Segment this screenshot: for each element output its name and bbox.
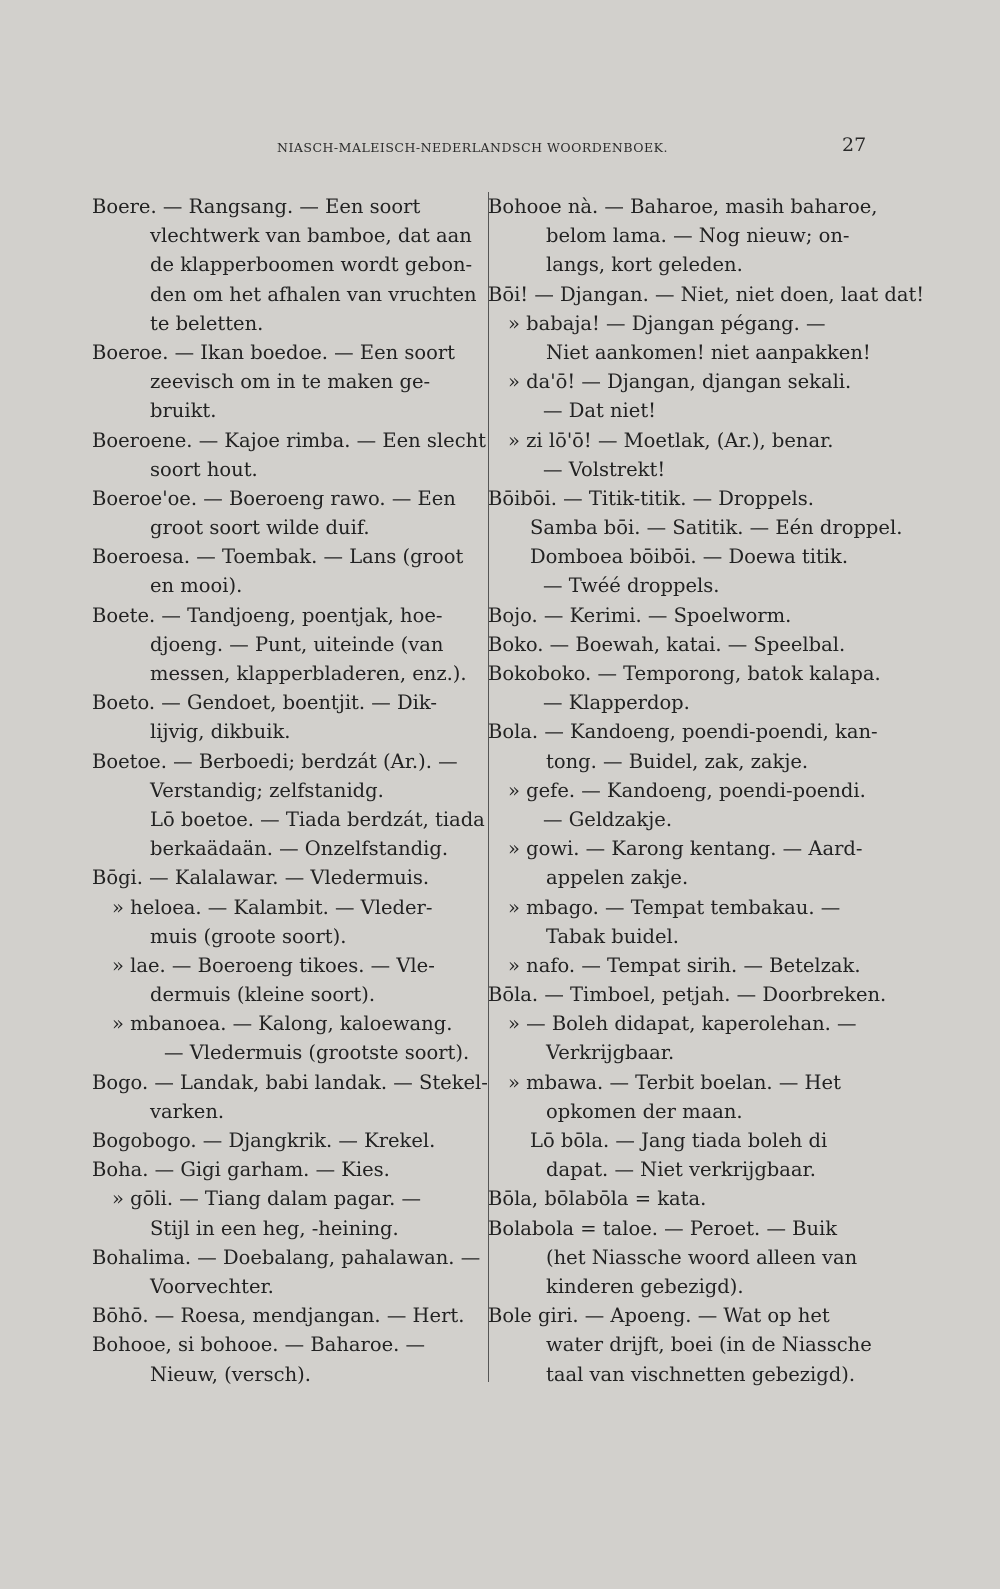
entry-line: bruikt. xyxy=(150,399,217,423)
entry-line: kinderen gebezigd). xyxy=(546,1274,744,1298)
entry-line: den om het afhalen van vruchten xyxy=(150,282,477,306)
entry-line: Domboea bōibōi. — Doewa titik. xyxy=(530,545,849,569)
entry-line: » lae. — Boeroeng tikoes. — Vle- xyxy=(112,953,435,977)
entry-line: » mbago. — Tempat tembakau. — xyxy=(508,895,841,919)
entry-line: Bōibōi. — Titik-titik. — Droppels. xyxy=(488,486,814,510)
entry-line: groot soort wilde duif. xyxy=(150,516,370,540)
entry-line: Lō boetoe. — Tiada berdzát, tiada xyxy=(150,807,485,831)
entry-line: Tabak buidel. xyxy=(546,924,679,948)
entry-line: Stijl in een heg, -heining. xyxy=(150,1216,399,1240)
entry-line: Samba bōi. — Satitik. — Eén droppel. xyxy=(530,516,903,540)
entry-line: Boeroesa. — Toembak. — Lans (groot xyxy=(92,545,464,569)
entry-line: dapat. — Niet verkrijgbaar. xyxy=(546,1158,816,1182)
entry-line: opkomen der maan. xyxy=(546,1099,743,1123)
entry-line: en mooi). xyxy=(150,574,243,598)
entry-line: Bohalima. — Doebalang, pahalawan. — xyxy=(92,1245,481,1269)
entry-line: — Geldzakje. xyxy=(543,807,673,831)
entry-line: » mbanoea. — Kalong, kaloewang. xyxy=(112,1012,453,1036)
entry-line: — Volstrekt! xyxy=(543,457,666,481)
entry-line: langs, kort geleden. xyxy=(546,253,743,277)
entry-line: taal van vischnetten gebezigd). xyxy=(546,1362,856,1386)
entry-line: — Klapperdop. xyxy=(543,691,690,715)
entry-line: Bogo. — Landak, babi landak. — Stekel- xyxy=(92,1070,488,1094)
entry-line: » gōli. — Tiang dalam pagar. — xyxy=(112,1187,421,1211)
entry-line: (het Niassche woord alleen van xyxy=(546,1245,858,1269)
entry-line: Boha. — Gigi garham. — Kies. xyxy=(92,1158,390,1182)
entry-line: Boere. — Rangsang. — Een soort xyxy=(92,195,421,218)
entry-line: belom lama. — Nog nieuw; on- xyxy=(546,224,850,248)
entry-line: Boeroe. — Ikan boedoe. — Een soort xyxy=(92,340,456,364)
entry-line: Bojo. — Kerimi. — Spoelworm. xyxy=(488,603,792,627)
entry-line: » da'ō! — Djangan, djangan sekali. xyxy=(508,370,852,394)
entry-line: Boeroene. — Kajoe rimba. — Een slecht xyxy=(92,428,487,452)
entry-line: Boeto. — Gendoet, boentjit. — Dik- xyxy=(92,691,437,715)
entry-line: vlechtwerk van bamboe, dat aan xyxy=(150,224,472,248)
entry-line: Boete. — Tandjoeng, poentjak, hoe- xyxy=(92,603,443,627)
entry-line: Bōla. — Timboel, petjah. — Doorbreken. xyxy=(488,983,887,1007)
entry-line: Bohooe, si bohooe. — Baharoe. — xyxy=(92,1333,426,1357)
entry-line: » gowi. — Karong kentang. — Aard- xyxy=(508,837,863,861)
running-title: NIASCH-MALEISCH-NEDERLANDSCH WOORDENBOEK. xyxy=(277,140,668,155)
entry-line: — Vledermuis (grootste soort). xyxy=(164,1041,470,1065)
entry-line: Bogobogo. — Djangkrik. — Krekel. xyxy=(92,1129,436,1152)
entry-line: Verstandig; zelfstanidg. xyxy=(150,778,384,802)
entry-line: » zi lō'ō! — Moetlak, (Ar.), benar. xyxy=(508,428,834,452)
entry-line: lijvig, dikbuik. xyxy=(150,720,291,744)
entry-line: dermuis (kleine soort). xyxy=(150,983,376,1007)
entry-line: Bōgi. — Kalalawar. — Vledermuis. xyxy=(92,866,430,890)
entry-line: — Dat niet! xyxy=(543,399,657,423)
page-header xyxy=(0,134,1000,164)
entry-line: Bohooe nà. — Baharoe, masih baharoe, xyxy=(488,195,878,218)
entry-line: messen, klapperbladeren, enz.). xyxy=(150,662,467,685)
entry-line: djoeng. — Punt, uiteinde (van xyxy=(150,632,444,656)
entry-line: appelen zakje. xyxy=(546,866,689,890)
entry-line: Nieuw, (versch). xyxy=(150,1362,311,1386)
right-column xyxy=(488,192,925,1389)
entry-line: varken. xyxy=(150,1099,225,1123)
entry-line: water drijft, boei (in de Niassche xyxy=(546,1333,872,1357)
entry-line: — Twéé droppels. xyxy=(543,574,720,598)
entry-line: Bola. — Kandoeng, poendi-poendi, kan- xyxy=(488,720,878,744)
entry-line: de klapperboomen wordt gebon- xyxy=(150,253,473,277)
entry-line: Lō bōla. — Jang tiada boleh di xyxy=(530,1129,828,1152)
entry-line: Bōi! — Djangan. — Niet, niet doen, laat dat! xyxy=(488,282,925,306)
entry-line: soort hout. xyxy=(150,457,258,481)
entry-line: » nafo. — Tempat sirih. — Betelzak. xyxy=(508,953,861,977)
entry-line: te beletten. xyxy=(150,311,264,335)
entry-line: tong. — Buidel, zak, zakje. xyxy=(546,749,809,773)
entry-line: Boeroe'oe. — Boeroeng rawo. — Een xyxy=(92,486,456,510)
entry-line: » — Boleh didapat, kaperolehan. — xyxy=(508,1012,857,1036)
entry-line: Bole giri. — Apoeng. — Wat op het xyxy=(488,1304,830,1328)
entry-line: Verkrijgbaar. xyxy=(546,1041,675,1065)
entry-line: Bōla, bōlabōla = kata. xyxy=(488,1187,707,1211)
entry-line: » heloea. — Kalambit. — Vleder- xyxy=(112,895,433,919)
entry-line: berkaädaän. — Onzelfstandig. xyxy=(150,837,449,861)
entry-line: Bōhō. — Roesa, mendjangan. — Hert. xyxy=(92,1304,465,1328)
entry-line: » babaja! — Djangan pégang. — xyxy=(508,311,826,335)
left-column xyxy=(92,192,488,1389)
entry-line: Boetoe. — Berboedi; berdzát (Ar.). — xyxy=(92,749,458,773)
entry-line: Niet aankomen! niet aanpakken! xyxy=(546,340,871,364)
entry-line: zeevisch om in te maken ge- xyxy=(150,370,431,394)
entry-line: Boko. — Boewah, katai. — Speelbal. xyxy=(488,632,846,656)
entry-line: muis (groote soort). xyxy=(150,924,347,948)
entry-line: Bokoboko. — Temporong, batok kalapa. xyxy=(488,662,881,685)
entry-line: Voorvechter. xyxy=(150,1274,274,1298)
entry-line: Bolabola = taloe. — Peroet. — Buik xyxy=(488,1216,838,1240)
entry-line: » gefe. — Kandoeng, poendi-poendi. xyxy=(508,778,866,802)
entry-line: » mbawa. — Terbit boelan. — Het xyxy=(508,1070,841,1094)
page-number: 27 xyxy=(842,134,867,156)
